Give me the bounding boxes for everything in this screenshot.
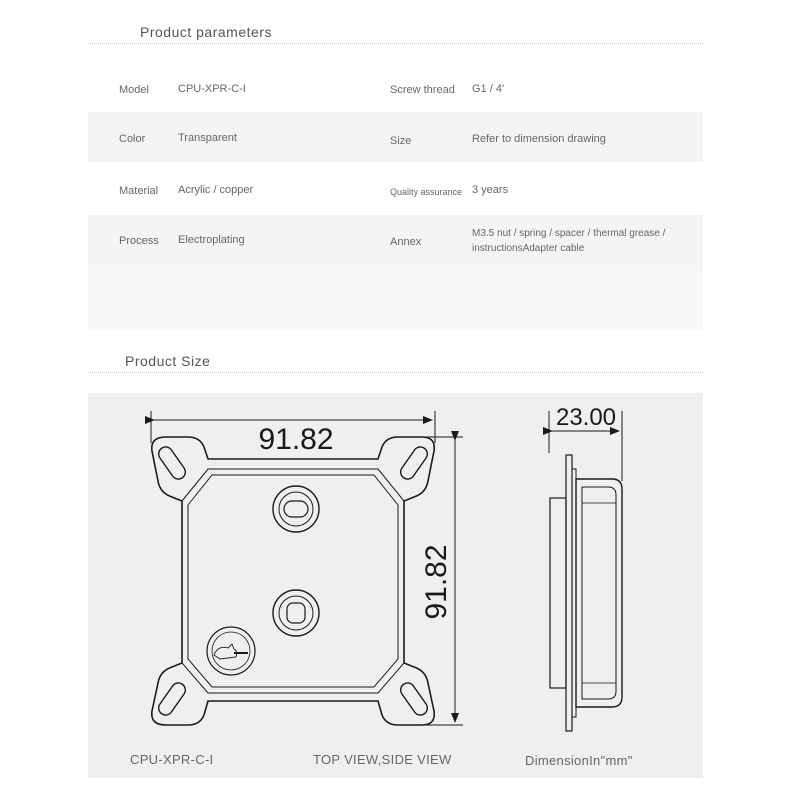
params-row-1 xyxy=(88,62,703,112)
params-row-2 xyxy=(88,112,703,162)
param-label-model: Model xyxy=(119,84,149,96)
param-label-color: Color xyxy=(119,133,146,145)
param-label-quality: Quality assurance xyxy=(390,187,463,197)
param-label-screw-thread: Screw thread xyxy=(390,84,455,96)
param-value-process: Electroplating xyxy=(178,234,245,246)
param-value-annex: M3.5 nut / spring / spacer / thermal grease / instructionsAdapter cable xyxy=(472,228,666,254)
size-panel xyxy=(88,393,703,778)
depth-dimension-label: 23.00 xyxy=(555,404,617,431)
dimension-drawing xyxy=(88,393,703,778)
param-value-quality: 3 years xyxy=(472,184,509,196)
param-value-color: Transparent xyxy=(178,132,237,144)
cpu-block-top-view xyxy=(152,437,434,725)
unit-caption: DimensionIn"mm" xyxy=(525,753,633,768)
param-value-size: Refer to dimension drawing xyxy=(472,133,606,145)
param-value-model: CPU-XPR-C-I xyxy=(178,83,246,95)
param-value-material: Acrylic / copper xyxy=(178,184,254,196)
width-dimension-label: 91.82 xyxy=(258,423,334,456)
params-row-3 xyxy=(88,162,703,212)
size-divider xyxy=(88,372,703,373)
view-caption: TOP VIEW,SIDE VIEW xyxy=(313,752,452,767)
param-label-annex: Annex xyxy=(390,236,422,248)
params-row-4 xyxy=(88,215,703,265)
param-label-material: Material xyxy=(119,185,159,197)
size-title: Product Size xyxy=(125,353,211,369)
param-label-process: Process xyxy=(119,235,159,247)
model-caption: CPU-XPR-C-I xyxy=(130,752,214,767)
height-dimension-label: 91.82 xyxy=(420,544,453,620)
params-divider xyxy=(88,43,703,44)
cpu-block-side-view xyxy=(550,455,622,731)
params-title: Product parameters xyxy=(140,24,272,40)
params-table xyxy=(88,62,703,330)
params-row-empty xyxy=(88,265,703,330)
param-value-screw-thread: G1 / 4' xyxy=(472,83,505,95)
param-label-size: Size xyxy=(390,135,412,147)
